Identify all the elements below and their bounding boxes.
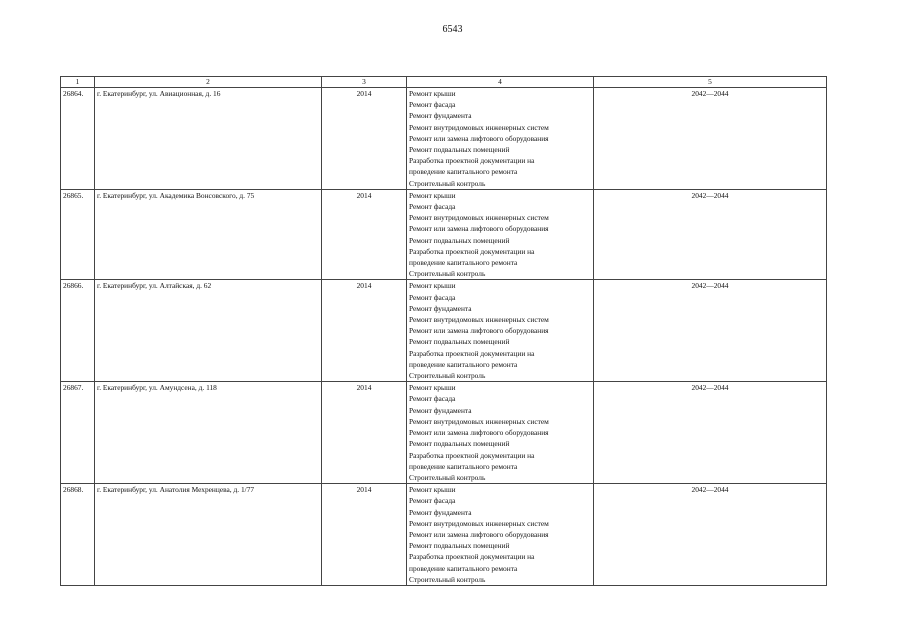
- work-item: Ремонт подвальных помещений: [409, 439, 510, 449]
- work-item: Строительный контроль: [409, 178, 486, 188]
- work-item: Ремонт фасада: [409, 202, 456, 212]
- work-item: Ремонт или замена лифтового оборудования: [409, 224, 549, 234]
- work-item: Ремонт фундамента: [409, 507, 472, 517]
- repair-period-cell: 2042—2044: [594, 280, 827, 382]
- address-cell: г. Екатеринбург, ул. Академика Вонсовского, д. 75: [95, 189, 322, 280]
- address-cell: г. Екатеринбург, ул. Авиационная, д. 16: [95, 88, 322, 190]
- year-cell: 2014: [322, 280, 407, 382]
- repair-period-cell: 2042—2044: [594, 484, 827, 586]
- column-number-1: 1: [61, 77, 95, 88]
- year-cell: 2014: [322, 189, 407, 280]
- address-cell: г. Екатеринбург, ул. Анатолия Мехренцева, д. 1/77: [95, 484, 322, 586]
- work-item: Ремонт подвальных помещений: [409, 145, 510, 155]
- work-item: Разработка проектной документации на: [409, 156, 535, 166]
- repair-period-cell: 2042—2044: [594, 88, 827, 190]
- row-number-cell: 26867.: [61, 382, 95, 484]
- year-cell: 2014: [322, 382, 407, 484]
- column-number-4: 4: [407, 77, 594, 88]
- table-row: [61, 484, 827, 586]
- work-item: Разработка проектной документации на: [409, 450, 535, 460]
- work-item: Строительный контроль: [409, 472, 486, 482]
- year-cell: 2014: [322, 88, 407, 190]
- column-number-row: [61, 77, 827, 88]
- table-row: [61, 189, 827, 280]
- work-item: Ремонт фасада: [409, 100, 456, 110]
- work-item: Ремонт фундамента: [409, 303, 472, 313]
- table-row: [61, 280, 827, 382]
- table-row: [61, 382, 827, 484]
- work-item: Ремонт крыши: [409, 190, 456, 200]
- work-item: Ремонт фундамента: [409, 111, 472, 121]
- work-item: Ремонт внутридомовых инженерных систем: [409, 315, 549, 325]
- table-row: [61, 88, 827, 190]
- work-item: Ремонт подвальных помещений: [409, 235, 510, 245]
- work-item: Ремонт фасада: [409, 394, 456, 404]
- works-cell: [407, 382, 594, 484]
- work-item: Ремонт или замена лифтового оборудования: [409, 428, 549, 438]
- row-number-cell: 26868.: [61, 484, 95, 586]
- repair-period-cell: 2042—2044: [594, 382, 827, 484]
- work-item: Ремонт подвальных помещений: [409, 337, 510, 347]
- works-cell: [407, 189, 594, 280]
- works-cell: [407, 88, 594, 190]
- work-item: Ремонт крыши: [409, 485, 456, 495]
- work-item: Разработка проектной документации на: [409, 246, 535, 256]
- work-item: Ремонт подвальных помещений: [409, 541, 510, 551]
- work-item: Ремонт фасада: [409, 496, 456, 506]
- address-cell: г. Екатеринбург, ул. Алтайская, д. 62: [95, 280, 322, 382]
- work-item: проведение капитального ремонта: [409, 359, 518, 369]
- work-item: Ремонт фасада: [409, 292, 456, 302]
- work-item: Ремонт крыши: [409, 383, 456, 393]
- work-item: Ремонт или замена лифтового оборудования: [409, 133, 549, 143]
- address-cell: г. Екатеринбург, ул. Амундсена, д. 118: [95, 382, 322, 484]
- page-number: 6543: [442, 24, 463, 35]
- column-number-5: 5: [594, 77, 827, 88]
- column-number-3: 3: [322, 77, 407, 88]
- work-item: Ремонт крыши: [409, 281, 456, 291]
- capital-repair-table: [60, 76, 827, 586]
- work-item: Ремонт внутридомовых инженерных систем: [409, 518, 549, 528]
- work-item: проведение капитального ремонта: [409, 167, 518, 177]
- works-cell: [407, 484, 594, 586]
- work-item: Ремонт крыши: [409, 89, 456, 98]
- work-item: Ремонт внутридомовых инженерных систем: [409, 122, 549, 132]
- work-item: Строительный контроль: [409, 269, 486, 279]
- work-item: Ремонт фундамента: [409, 405, 472, 415]
- work-item: Ремонт внутридомовых инженерных систем: [409, 416, 549, 426]
- work-item: Ремонт или замена лифтового оборудования: [409, 529, 549, 539]
- year-cell: 2014: [322, 484, 407, 586]
- repair-period-cell: 2042—2044: [594, 189, 827, 280]
- work-item: Строительный контроль: [409, 574, 486, 584]
- column-number-2: 2: [95, 77, 322, 88]
- work-item: проведение капитального ремонта: [409, 461, 518, 471]
- work-item: Строительный контроль: [409, 371, 486, 381]
- work-item: проведение капитального ремонта: [409, 563, 518, 573]
- work-item: проведение капитального ремонта: [409, 258, 518, 268]
- work-item: Ремонт внутридомовых инженерных систем: [409, 213, 549, 223]
- work-item: Ремонт или замена лифтового оборудования: [409, 326, 549, 336]
- row-number-cell: 26866.: [61, 280, 95, 382]
- work-item: Разработка проектной документации на: [409, 348, 535, 358]
- row-number-cell: 26865.: [61, 189, 95, 280]
- works-cell: [407, 280, 594, 382]
- table-body: [61, 88, 827, 586]
- work-item: Разработка проектной документации на: [409, 552, 535, 562]
- row-number-cell: 26864.: [61, 88, 95, 190]
